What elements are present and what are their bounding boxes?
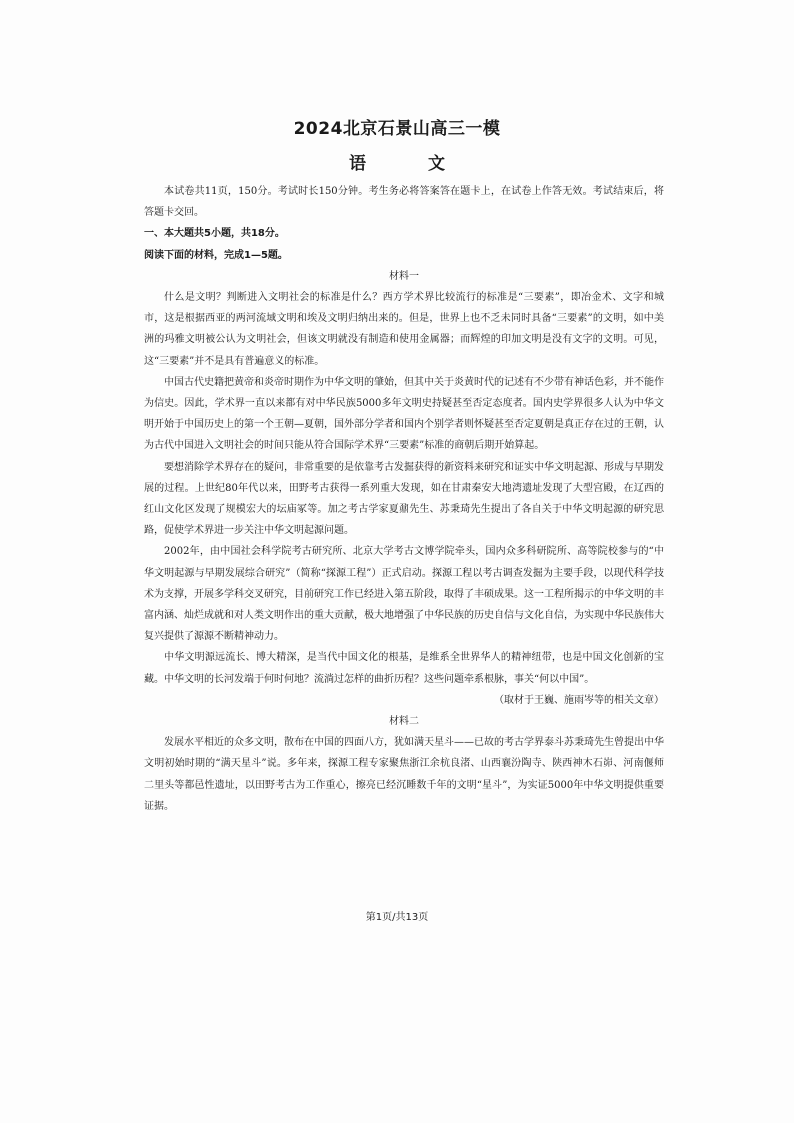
exam-instructions: 本试卷共11页，150分。考试时长150分钟。考生务必将答案答在题卡上，在试卷上作答无效。考试结束后，将答题卡交回。 [144,186,664,219]
material-1-paragraph: 要想消除学术界存在的疑问，非常重要的是依靠考古发掘获得的新资料来研究和证实中华文明起源、形成与早期发展的过程。上世纪80年代以来，田野考古获得一系列重大发现，如在甘肃秦安大地湾遗址发现了大型宫殿，在辽西的红山文化区发现了规模宏大的坛庙冢等。加之考古学家夏鼐先生、苏秉琦先生提出了各自关于中华文明起源的研究思路，促使学术界进一步关注中华文明起源问题。 [144,461,664,537]
material-1-paragraph: 中华文明源远流长、博大精深，是当代中国文化的根基，是维系全世界华人的精神纽带，也是中国文化创新的宝藏。中华文明的长河发端于何时何地？流淌过怎样的曲折历程？这些问题牵系根脉，事关“何以中国”。 [144,652,664,685]
material-1-paragraph: 中国古代史籍把黄帝和炎帝时期作为中华文明的肇始，但其中关于炎黄时代的记述有不少带有神话色彩，并不能作为信史。因此，学术界一直以来都有对中华民族5000多年文明史持疑甚至否定态度者。国内史学界很多人认为中华文明开始于中国历史上的第一个王朝—夏朝，国外部分学者和国内个别学者则怀疑甚至否定夏朝是真正存在过的王朝，认为古代中国进入文明社会的时间只能从符合国际学术界“三要素”标准的商朝后期开始算起。 [144,376,664,452]
reading-instruction: 阅读下面的材料，完成1—5题。 [144,249,288,261]
exam-title: 2024北京石景山高三一模 [293,119,501,139]
material-1-paragraph: 什么是文明？判断进入文明社会的标准是什么？西方学术界比较流行的标准是“三要素”，即冶金术、文字和城市，这是根据西亚的两河流域文明和埃及文明归纳出来的。但是，世界上也不乏未同时具备“三要素”的文明，如中美洲的玛雅文明被公认为文明社会，但该文明就没有制造和使用金属器；而辉煌的印加文明是没有文字的文明。可见，这“三要素”并不是具有普遍意义的标准。 [144,292,664,367]
material-1-label: 材料一 [389,270,419,282]
material-2-label: 材料二 [389,716,419,728]
page-number: 第1页/共13页 [365,912,429,923]
material-2-paragraph: 发展水平相近的众多文明，散布在中国的四面八方，犹如满天星斗——已故的考古学界泰斗苏秉琦先生曾提出中华文明初始时期的“满天星斗”说。多年来，探源工程专家聚焦浙江余杭良渚、山西襄汾陶寺、陕西神木石峁、河南偃师二里头等都邑性遗址，以田野考古为工作重心，擦亮已经沉睡数千年的文明“星斗”，为实证5000年中华文明提供重要证据。 [144,737,664,812]
section-heading: 一、本大题共5小题，共18分。 [144,228,285,240]
material-1-paragraph: 2002年，由中国社会科学院考古研究所、北京大学考古文博学院牵头，国内众多科研院所、高等院校参与的“中华文明起源与早期发展综合研究”（简称“探源工程”）正式启动。探源工程以考古调查发掘为主要手段，以现代科学技术为支撑，开展多学科交叉研究，目前研究工作已经进入第五阶段，取得了丰硕成果。这一工程所揭示的中华文明的丰富内涵、灿烂成就和对人类文明作出的重大贡献，极大地增强了中华民族的历史自信与文化自信，为实现中华民族伟大复兴提供了源源不断精神动力。 [144,546,664,643]
subject-title: 语 文 [349,154,473,174]
page-content [144,181,664,817]
material-1-source: （取材于王巍、施雨岑等的相关文章） [494,694,664,706]
